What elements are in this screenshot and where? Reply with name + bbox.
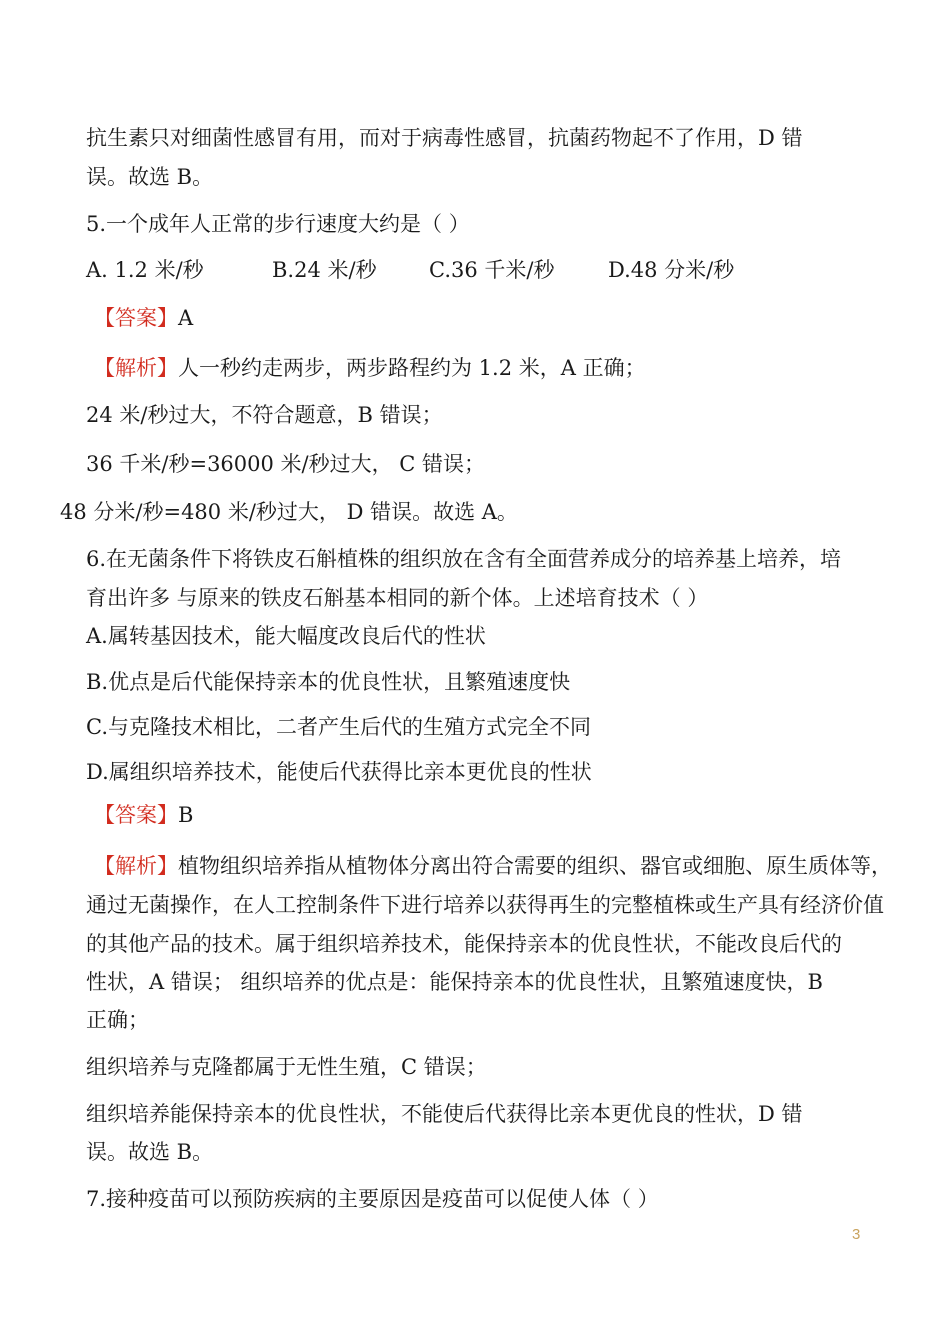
analysis-5-line-2: 24 米/秒过大，不符合题意，B 错误； xyxy=(86,403,443,427)
answer-6 xyxy=(94,801,193,829)
analysis-label: 【解析】 xyxy=(94,356,178,380)
analysis-6-line-5: 正确； xyxy=(86,1008,149,1032)
answer-value: B xyxy=(178,803,194,827)
question-6-option-b: B.优点是后代能保持亲本的优良性状，且繁殖速度快 xyxy=(86,670,571,694)
answer-value: A xyxy=(178,306,194,330)
analysis-5-line-3: 36 千米/秒=36000 米/秒过大， C 错误； xyxy=(86,452,486,476)
analysis-5-line-1 xyxy=(94,354,646,382)
analysis-6-line-7: 组织培养能保持亲本的优良性状，不能使后代获得比亲本更优良的性状，D 错 xyxy=(86,1102,803,1126)
option-a: A. 1.2 米/秒 xyxy=(86,258,204,282)
question-5: 5.一个成年人正常的步行速度大约是（ ） xyxy=(86,212,470,236)
option-d: D.48 分米/秒 xyxy=(608,258,735,282)
analysis-text: 植物组织培养指从植物体分离出符合需要的组织、器官或细胞、原生质体等， xyxy=(178,854,892,878)
question-6-line-1: 6.在无菌条件下将铁皮石斛植株的组织放在含有全面营养成分的培养基上培养，培 xyxy=(86,547,842,571)
answer-5 xyxy=(94,304,193,332)
option-c: C.36 千米/秒 xyxy=(429,258,555,282)
page-number: 3 xyxy=(852,1226,861,1243)
answer-label: 【答案】 xyxy=(94,306,178,330)
analysis-6-line-1 xyxy=(94,852,892,880)
analysis-5-line-4: 48 分米/秒=480 米/秒过大， D 错误。故选 A。 xyxy=(60,500,518,524)
question-6-option-a: A.属转基因技术，能大幅度改良后代的性状 xyxy=(86,624,486,648)
question-6-option-d: D.属组织培养技术，能使后代获得比亲本更优良的性状 xyxy=(86,760,592,784)
analysis-label: 【解析】 xyxy=(94,854,178,878)
question-5-options xyxy=(86,256,806,284)
option-b: B.24 米/秒 xyxy=(272,258,377,282)
question-7: 7.接种疫苗可以预防疾病的主要原因是疫苗可以促使人体（ ） xyxy=(86,1187,659,1211)
question-6-line-2: 育出许多 与原来的铁皮石斛基本相同的新个体。上述培育技术（ ） xyxy=(86,586,709,610)
analysis-6-line-4: 性状，A 错误； 组织培养的优点是：能保持亲本的优良性状，且繁殖速度快，B xyxy=(86,970,823,994)
analysis-6-line-6: 组织培养与克隆都属于无性生殖，C 错误； xyxy=(86,1055,487,1079)
analysis-6-line-2: 通过无菌操作，在人工控制条件下进行培养以获得再生的完整植株或生产具有经济价值 xyxy=(86,893,884,917)
analysis-6-line-3: 的其他产品的技术。属于组织培养技术，能保持亲本的优良性状，不能改良后代的 xyxy=(86,932,842,956)
prev-answer-line-2: 误。故选 B。 xyxy=(86,165,214,189)
answer-label: 【答案】 xyxy=(94,803,178,827)
analysis-text: 人一秒约走两步，两步路程约为 1.2 米，A 正确； xyxy=(178,356,646,380)
analysis-6-line-8: 误。故选 B。 xyxy=(86,1140,214,1164)
prev-answer-line-1: 抗生素只对细菌性感冒有用，而对于病毒性感冒，抗菌药物起不了作用，D 错 xyxy=(86,126,803,150)
question-6-option-c: C.与克隆技术相比，二者产生后代的生殖方式完全不同 xyxy=(86,715,591,739)
